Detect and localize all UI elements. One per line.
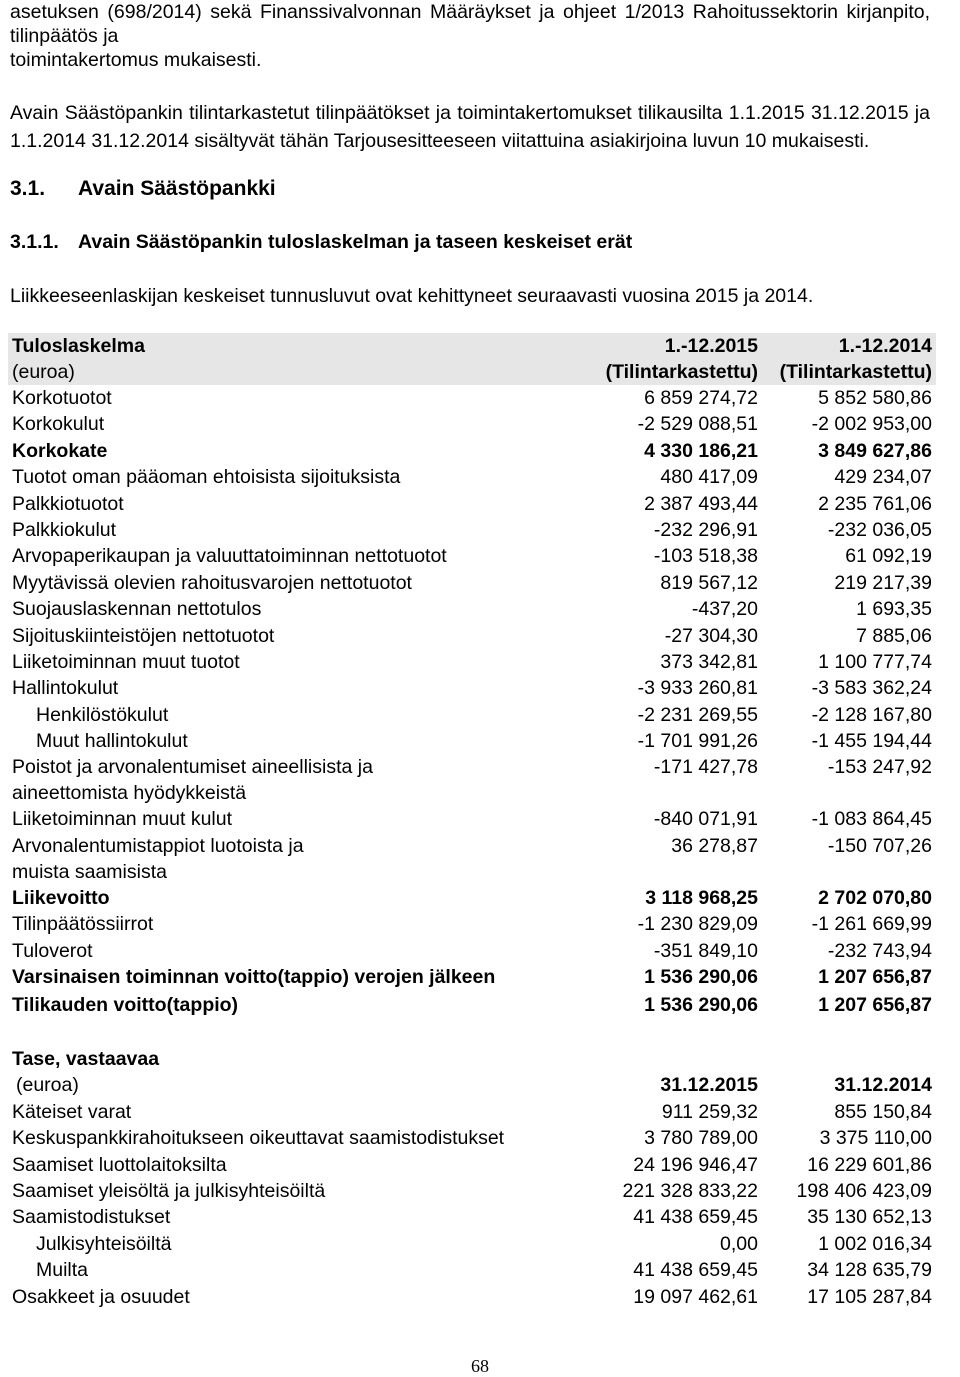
income-row-label: Tilinpäätössiirrot — [12, 913, 154, 936]
income-row — [8, 649, 936, 675]
income-row-label: Liiketoiminnan muut tuotot — [12, 650, 240, 673]
intro-line-3: toimintakertomus mukaisesti. — [10, 49, 262, 71]
income-row-value-2015: -1 701 991,26 — [637, 730, 758, 753]
balance-row-value-2015: 911 259,32 — [661, 1100, 758, 1123]
balance-row-label: Käteiset varat — [12, 1100, 132, 1123]
income-row-label: Palkkiokulut — [12, 518, 117, 541]
income-row — [8, 702, 936, 728]
income-row-value-2015: -3 933 260,81 — [637, 677, 758, 700]
income-row — [8, 517, 936, 543]
income-row-value-2015: -351 849,10 — [653, 939, 758, 962]
section-heading — [10, 177, 276, 201]
income-unit: (euroa) — [8, 359, 600, 385]
balance-row-value-2015: 221 328 833,22 — [622, 1179, 758, 1202]
income-row-value-2015: -437,20 — [691, 598, 758, 621]
income-row-label — [8, 754, 600, 806]
income-row-value-2015: 6 859 274,72 — [644, 387, 758, 409]
income-title: Tuloslaskelma — [8, 333, 600, 359]
balance-row — [8, 1099, 936, 1125]
income-row-value-2014: -153 247,92 — [827, 756, 932, 779]
balance-row-value-2014: 17 105 287,84 — [807, 1285, 932, 1308]
balance-row — [8, 1178, 936, 1204]
income-row-label: Myytävissä olevien rahoitusvarojen nettotuotot — [12, 571, 412, 594]
balance-row-value-2015: 41 438 659,45 — [633, 1206, 758, 1229]
income-row-value-2014: -3 583 362,24 — [811, 677, 932, 700]
income-col-2014-period: 1.-12.2014 — [762, 333, 936, 359]
income-row-value-2015: -840 071,91 — [653, 808, 758, 831]
income-col-2015-audited: (Tilintarkastettu) — [600, 359, 762, 385]
income-row-value-2015: 480 417,09 — [660, 466, 758, 489]
balance-row-label: Julkisyhteisöiltä — [36, 1232, 172, 1255]
income-row-value-2014: -2 002 953,00 — [811, 413, 932, 436]
income-row-value-2014: 5 852 580,86 — [818, 387, 932, 409]
income-row-label: Arvopaperikaupan ja valuuttatoiminnan nettotuotot — [12, 545, 447, 568]
balance-row-value-2014: 35 130 652,13 — [807, 1206, 932, 1229]
income-row-label: Liiketoiminnan muut kulut — [12, 808, 233, 831]
income-row — [8, 806, 936, 832]
balance-row-value-2014: 3 375 110,00 — [819, 1127, 932, 1150]
intro-line-1: asetuksen (698/2014) sekä Finanssivalvonnan Määräykset ja ohjeet 1/2013 Rahoitussektorin kirjanpito, — [10, 1, 930, 23]
income-row-value-2014: -1 261 669,99 — [811, 913, 932, 936]
income-row-value-2014: 2 235 761,06 — [818, 492, 932, 515]
income-row-value-2015: -27 304,30 — [664, 624, 758, 647]
balance-row — [8, 1204, 936, 1230]
income-row — [8, 385, 936, 411]
income-row-value-2014: 1 100 777,74 — [818, 650, 932, 673]
para2-line-1: Avain Säästöpankin tilintarkastetut tilinpäätökset ja toimintakertomukset tilikausilta 1.1.2015 31.12.2015 ja — [10, 102, 930, 124]
income-row-label: Muut hallintokulut — [36, 730, 188, 753]
income-row-label: Varsinaisen toiminnan voitto(tappio) verojen jälkeen — [12, 966, 496, 989]
income-row-value-2014: 3 849 627,86 — [818, 439, 932, 462]
income-col-2015-period: 1.-12.2015 — [600, 333, 762, 359]
income-row-value-2015: 1 536 290,06 — [644, 966, 758, 989]
balance-row-value-2015: 19 097 462,61 — [633, 1285, 758, 1308]
income-row-value-2014: 7 885,06 — [856, 624, 932, 647]
income-row — [8, 543, 936, 569]
income-row-value-2015: -1 230 829,09 — [637, 913, 758, 936]
balance-row-label: Saamiset luottolaitoksilta — [12, 1153, 227, 1176]
income-header-row — [8, 333, 936, 359]
income-row-value-2014: -1 083 864,45 — [811, 808, 932, 831]
income-row-value-2015: -2 529 088,51 — [637, 413, 758, 436]
lead-sentence: Liikkeeseenlaskijan keskeiset tunnusluvut ovat kehittyneet seuraavasti vuosina 2015 ja 2014. — [10, 285, 814, 307]
income-row — [8, 570, 936, 596]
page-number: 68 — [471, 1356, 489, 1376]
income-row — [8, 938, 936, 964]
income-row-value-2015: 36 278,87 — [671, 834, 758, 857]
income-row-value-2014: 1 207 656,87 — [818, 994, 932, 1017]
income-row-value-2014: 1 693,35 — [856, 598, 932, 621]
income-row-value-2015: -232 296,91 — [653, 518, 758, 541]
income-row-label: Tilikauden voitto(tappio) — [12, 994, 239, 1017]
income-row-label-text: Arvonalentumistappiot luotoista ja muista saamisista — [12, 834, 304, 883]
income-row-value-2015: 4 330 186,21 — [644, 439, 758, 462]
balance-sheet-table — [8, 1046, 936, 1310]
income-row — [8, 491, 936, 517]
income-row-value-2014: 61 092,19 — [845, 545, 932, 568]
balance-row-value-2015: 0,00 — [720, 1232, 758, 1255]
income-row — [8, 675, 936, 701]
income-row-value-2015: 2 387 493,44 — [644, 492, 758, 515]
income-col-2014-audited: (Tilintarkastettu) — [762, 359, 936, 385]
balance-row-value-2014: 855 150,84 — [834, 1100, 932, 1123]
balance-row-value-2015: 41 438 659,45 — [633, 1259, 758, 1282]
income-row-label: Sijoituskiinteistöjen nettotuotot — [12, 624, 275, 647]
income-row-label: Liikevoitto — [12, 886, 110, 909]
income-subheader-row — [8, 359, 936, 385]
income-row-value-2014: 1 207 656,87 — [818, 966, 932, 989]
balance-row-label: Saamiset yleisöltä ja julkisyhteisöiltä — [12, 1179, 326, 1202]
balance-col-2015: 31.12.2015 — [660, 1074, 758, 1097]
income-row — [8, 833, 936, 885]
balance-row-value-2014: 34 128 635,79 — [807, 1259, 932, 1282]
balance-header-row — [8, 1072, 936, 1098]
income-row-label: Korkotuotot — [12, 387, 112, 409]
income-row-value-2014: -1 455 194,44 — [811, 730, 932, 753]
balance-row — [8, 1284, 936, 1310]
income-row-value-2015: 3 118 968,25 — [645, 886, 758, 909]
income-row-label: Palkkiotuotot — [12, 492, 124, 515]
income-row-label: Suojauslaskennan nettotulos — [12, 598, 262, 621]
income-row — [8, 754, 936, 806]
balance-row-value-2014: 198 406 423,09 — [796, 1179, 932, 1202]
income-row-value-2014: 429 234,07 — [834, 466, 932, 489]
income-row-value-2014: -232 743,94 — [827, 939, 932, 962]
income-row — [8, 964, 936, 992]
income-row-label: Tuloverot — [12, 939, 93, 962]
income-row-value-2015: 1 536 290,06 — [644, 994, 758, 1017]
balance-row-value-2015: 24 196 946,47 — [633, 1153, 758, 1176]
income-row-label: Hallintokulut — [12, 677, 119, 700]
income-row-value-2014: -232 036,05 — [827, 518, 932, 541]
income-row-value-2014: 219 217,39 — [834, 571, 932, 594]
income-row — [8, 596, 936, 622]
income-row-label — [8, 833, 600, 885]
income-row — [8, 992, 936, 1020]
subsection-title: Avain Säästöpankin tuloslaskelman ja taseen keskeiset erät — [78, 231, 633, 253]
income-row-value-2014: -150 707,26 — [827, 834, 932, 857]
balance-row-value-2014: 16 229 601,86 — [807, 1153, 932, 1176]
income-row-label: Tuotot oman pääoman ehtoisista sijoituksista — [12, 466, 401, 489]
balance-row — [8, 1231, 936, 1257]
income-row — [8, 411, 936, 437]
balance-row — [8, 1125, 936, 1151]
income-row — [8, 885, 936, 911]
income-row-label: Korkokate — [12, 439, 108, 462]
income-statement-table — [8, 333, 936, 1020]
balance-row-label: Muilta — [36, 1259, 89, 1282]
section-number: 3.1. — [10, 177, 46, 200]
income-row — [8, 728, 936, 754]
balance-row-value-2015: 3 780 789,00 — [644, 1127, 758, 1150]
income-row-value-2015: -103 518,38 — [653, 545, 758, 568]
income-row-value-2014: 2 702 070,80 — [818, 886, 932, 909]
balance-row-label: Osakkeet ja osuudet — [12, 1285, 190, 1308]
income-row — [8, 623, 936, 649]
balance-row-label: Saamistodistukset — [12, 1206, 171, 1229]
balance-unit: (euroa) — [16, 1074, 79, 1097]
balance-col-2014: 31.12.2014 — [834, 1074, 932, 1097]
income-row-value-2014: -2 128 167,80 — [811, 703, 932, 726]
audited-statements-paragraph — [10, 101, 930, 153]
income-row-label: Korkokulut — [12, 413, 105, 436]
subsection-number: 3.1.1. — [10, 231, 59, 253]
balance-title-row — [8, 1046, 936, 1072]
income-row-label-text: Poistot ja arvonalentumiset aineellisista ja aineettomista hyödykkeistä — [12, 756, 373, 805]
balance-row — [8, 1152, 936, 1178]
income-row — [8, 438, 936, 464]
balance-title: Tase, vastaavaa — [12, 1048, 160, 1070]
income-row-value-2015: 373 342,81 — [660, 650, 758, 673]
income-row-value-2015: -171 427,78 — [653, 756, 758, 779]
intro-line-2: tilinpäätös ja — [10, 25, 119, 47]
income-row — [8, 464, 936, 490]
para2-line-2: 1.1.2014 31.12.2014 sisältyvät tähän Tarjousesitteeseen viitattuina asiakirjoina luvun 10 mukaisesti. — [10, 130, 870, 152]
section-title: Avain Säästöpankki — [78, 177, 276, 200]
income-row-value-2015: -2 231 269,55 — [637, 703, 758, 726]
income-row-label: Henkilöstökulut — [36, 703, 169, 726]
balance-row — [8, 1257, 936, 1283]
balance-row-label: Keskuspankkirahoitukseen oikeuttavat saamistodistukset — [12, 1127, 505, 1150]
subsection-heading — [10, 231, 632, 254]
income-row-value-2015: 819 567,12 — [660, 571, 758, 594]
income-row — [8, 911, 936, 937]
intro-paragraph — [10, 0, 930, 72]
balance-row-value-2014: 1 002 016,34 — [818, 1232, 932, 1255]
